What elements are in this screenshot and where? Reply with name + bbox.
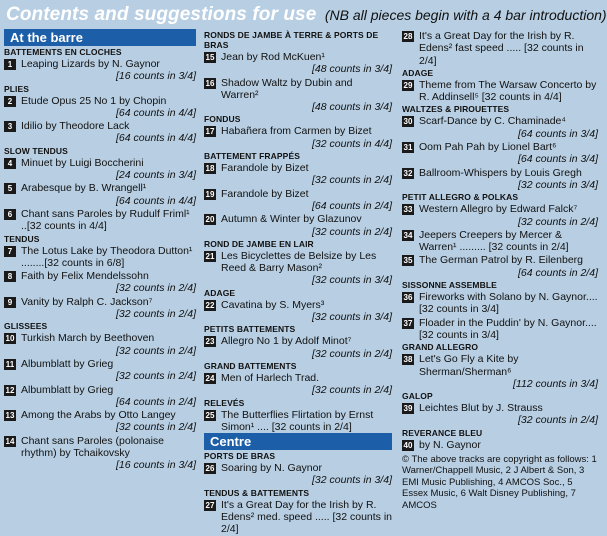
- section-banner: At the barre: [4, 29, 196, 46]
- track-item: [204, 51, 392, 76]
- track-title: Allegro No 1 by Adolf Minot⁷: [221, 335, 352, 348]
- track-title: Albumblatt by Grieg: [21, 357, 114, 370]
- track-item: [402, 439, 598, 451]
- track-number: 30: [403, 117, 413, 127]
- track-item: [4, 270, 196, 295]
- track-number: 20: [205, 215, 215, 225]
- track-number: 19: [205, 189, 215, 199]
- track-counts: [64 counts in 2/4]: [116, 395, 196, 408]
- category-heading: PETITS BATTEMENTS: [204, 324, 296, 335]
- track-number: 22: [205, 300, 215, 310]
- track-title: Faith by Felix Mendelssohn: [21, 270, 149, 283]
- category-heading: PLIES: [4, 83, 30, 94]
- track-number: 13: [5, 411, 15, 421]
- track-title: Farandole by Bizet: [221, 162, 309, 175]
- track-item: [402, 317, 598, 342]
- track-number: 10: [5, 334, 15, 344]
- track-counts: [32 counts in 2/4]: [312, 384, 392, 397]
- track-title: Leichtes Blut by J. Strauss: [419, 402, 543, 415]
- category-heading: GRAND ALLEGRO: [402, 342, 479, 353]
- track-counts: [64 counts in 4/4]: [116, 194, 196, 207]
- track-title: Men of Harlech Trad.: [221, 371, 320, 384]
- track-title: Jean by Rod McKuen¹: [221, 51, 325, 63]
- track-counts: [16 counts in 3/4]: [116, 459, 196, 472]
- track-number: 26: [205, 464, 215, 474]
- track-number: 33: [403, 205, 413, 215]
- track-number: 14: [5, 436, 15, 446]
- track-item: [4, 58, 196, 83]
- track-item: [4, 157, 196, 182]
- column-left: [4, 29, 196, 472]
- track-title: The Butterflies Flirtation by Ernst Simon¹ .... [32 counts in 2/4]: [221, 408, 374, 433]
- track-title: The German Patrol by R. Eilenberg: [419, 254, 583, 267]
- track-counts: [112 counts in 3/4]: [512, 377, 598, 390]
- intro-note: (NB all pieces begin with a 4 bar introduction): [324, 7, 607, 23]
- track-counts: [32 counts in 2/4]: [116, 282, 196, 295]
- track-counts: [48 counts in 3/4]: [312, 101, 392, 114]
- track-counts: [32 counts in 2/4]: [518, 215, 598, 228]
- category-heading: GLISSEES: [4, 321, 48, 332]
- track-number: 27: [205, 500, 215, 510]
- track-title: Habañera from Carmen by Bizet: [221, 125, 372, 138]
- track-title: Arabesque by B. Wrangell¹: [21, 182, 147, 195]
- track-item: [4, 409, 196, 434]
- track-number: 2: [4, 96, 16, 107]
- track-counts: [32 counts in 2/4]: [312, 174, 392, 187]
- track-item: [4, 384, 196, 409]
- track-number: 31: [403, 143, 413, 153]
- track-title: Turkish March by Beethoven: [21, 332, 155, 345]
- track-item: [4, 182, 196, 207]
- track-number: 28: [403, 32, 413, 41]
- page-title: Contents and suggestions for use: [6, 4, 317, 25]
- track-number: 23: [205, 337, 215, 347]
- track-title: Let's Go Fly a Kite by Sherman/Sherman⁶: [419, 353, 519, 378]
- track-number: 38: [403, 355, 413, 365]
- track-number: 36: [403, 293, 413, 303]
- track-number: 9: [4, 297, 16, 308]
- category-heading: RELEVÉS: [204, 397, 245, 408]
- track-number: 32: [403, 168, 413, 178]
- track-item: [204, 162, 392, 187]
- track-title: It's a Great Day for the Irish by R. Edens² med. speed ..... [32 counts in 2/4]: [221, 498, 393, 536]
- track-title: Cavatina by S. Myers³: [221, 298, 325, 311]
- category-heading: REVERANCE BLEU: [402, 427, 483, 438]
- track-title: Chant sans Paroles by Rudulf Friml¹ ..[32 counts in 4/4]: [21, 207, 190, 233]
- track-title: Ballroom-Whispers by Louis Gregh: [419, 166, 582, 179]
- track-counts: [16 counts in 3/4]: [116, 70, 196, 83]
- category-heading: TENDUS: [4, 233, 40, 244]
- track-number: 3: [4, 121, 16, 132]
- category-heading: TENDUS & BATTEMENTS: [204, 487, 310, 498]
- category-heading: FONDUS: [204, 114, 241, 125]
- track-counts: [32 counts in 4/4]: [312, 137, 392, 150]
- track-item: [402, 203, 598, 228]
- track-title: The Lotus Lake by Theodora Dutton¹ ........[32 counts in 6/8]: [21, 244, 193, 269]
- track-counts: [64 counts in 4/4]: [116, 132, 196, 145]
- category-heading: WALTZES & PIROUETTES: [402, 104, 510, 115]
- track-title: Fireworks with Solano by N. Gaynor....[32 counts in 3/4]: [419, 291, 598, 316]
- track-item: [204, 299, 392, 324]
- track-title: Vanity by Ralph C. Jackson⁷: [21, 295, 153, 308]
- track-item: [402, 229, 598, 254]
- track-title: It's a Great Day for the Irish by R. Edens² fast speed ..... [32 counts in 2/4]: [419, 30, 584, 67]
- track-number: 21: [205, 251, 215, 261]
- track-number: 25: [205, 410, 215, 420]
- track-counts: [32 counts in 3/4]: [312, 311, 392, 324]
- track-item: [402, 353, 598, 390]
- track-number: 24: [205, 373, 215, 383]
- section-banner: Centre: [204, 433, 392, 450]
- track-number: 16: [205, 78, 215, 88]
- category-heading: ROND DE JAMBE EN LAIR: [204, 238, 314, 249]
- track-title: Shadow Waltz by Dubin and Warren²: [221, 76, 353, 101]
- track-item: [4, 95, 196, 120]
- track-item: [204, 462, 392, 487]
- track-counts: [32 counts in 2/4]: [116, 344, 196, 357]
- track-item: [204, 125, 392, 150]
- track-counts: [32 counts in 2/4]: [116, 308, 196, 321]
- track-number: 35: [403, 256, 413, 266]
- track-title: by N. Gaynor: [419, 438, 481, 451]
- track-title: Western Allegro by Edward Falck⁷: [419, 203, 578, 216]
- track-title: Chant sans Paroles (polonaise rhythm) by Tchaikovsky: [21, 434, 165, 460]
- track-item: [402, 79, 598, 104]
- track-counts: [32 counts in 2/4]: [312, 225, 392, 238]
- track-number: 39: [403, 404, 413, 414]
- track-number: 11: [5, 359, 15, 369]
- track-number: 7: [4, 246, 16, 257]
- category-heading: GRAND BATTEMENTS: [204, 360, 297, 371]
- copyright-note: © The above tracks are copyright as follows: 1 Warner/Chappell Music, 2 J Albert & Son, 3 EMI Music Publishing, 4 AMCOS Soc., 5 Essex Music, 6 Walt Disney Publishing, 7 AMCOS: [402, 454, 597, 511]
- track-title: Floader in the Puddin' by N. Gaynor....[32 counts in 3/4]: [419, 316, 597, 341]
- category-heading: BATTEMENTS EN CLOCHES: [4, 47, 122, 57]
- column-right: [402, 29, 598, 511]
- track-counts: [48 counts in 3/4]: [312, 63, 392, 76]
- track-counts: [64 counts in 2/4]: [518, 266, 598, 279]
- category-heading: SLOW TENDUS: [4, 145, 68, 156]
- track-item: [4, 358, 196, 383]
- category-heading: BATTEMENT FRAPPÉS: [204, 151, 300, 162]
- track-counts: [64 counts in 3/4]: [518, 127, 598, 140]
- category-heading: ADAGE: [204, 287, 236, 298]
- track-counts: [64 counts in 2/4]: [312, 199, 392, 212]
- track-item: [204, 409, 392, 434]
- column-middle: [204, 29, 392, 536]
- track-item: [4, 296, 196, 321]
- track-counts: [32 counts in 3/4]: [518, 178, 598, 191]
- track-counts: [32 counts in 2/4]: [116, 370, 196, 383]
- track-title: Soaring by N. Gaynor: [221, 462, 322, 475]
- track-number: 12: [5, 385, 15, 395]
- category-heading: ADAGE: [402, 67, 434, 78]
- track-counts: [24 counts in 3/4]: [116, 169, 196, 182]
- track-number: 37: [403, 318, 413, 328]
- track-counts: [32 counts in 2/4]: [518, 414, 598, 427]
- track-item: [4, 435, 196, 472]
- track-number: 4: [4, 158, 16, 169]
- track-counts: [64 counts in 3/4]: [518, 153, 598, 166]
- track-title: Farandole by Bizet: [221, 187, 309, 200]
- track-counts: [64 counts in 4/4]: [116, 106, 196, 119]
- track-counts: [32 counts in 2/4]: [312, 347, 392, 360]
- track-item: [4, 332, 196, 357]
- track-item: [204, 499, 392, 536]
- track-counts: [32 counts in 2/4]: [116, 421, 196, 434]
- track-item: [402, 30, 598, 67]
- track-number: 5: [4, 183, 16, 194]
- track-item: [402, 402, 598, 427]
- track-title: Minuet by Luigi Boccherini: [21, 156, 144, 169]
- track-item: [402, 291, 598, 316]
- category-heading: RONDS DE JAMBE À TERRE & PORTS DE BRAS: [204, 30, 379, 50]
- track-title: Theme from The Warsaw Concerto by R. Addinsell⁵ [32 counts in 4/4]: [419, 78, 597, 104]
- track-title: Idilio by Theodore Lack: [21, 120, 130, 133]
- category-heading: PORTS DE BRAS: [204, 451, 276, 462]
- track-item: [204, 335, 392, 360]
- track-counts: [32 counts in 3/4]: [312, 274, 392, 287]
- track-title: Les Bicyclettes de Belsize by Les Reed & Barry Mason²: [221, 249, 377, 275]
- track-number: 8: [4, 271, 16, 282]
- track-number: 17: [205, 127, 215, 137]
- category-heading: PETIT ALLEGRO & POLKAS: [402, 192, 519, 203]
- track-item: [4, 208, 196, 233]
- track-item: [402, 254, 598, 279]
- header: [6, 4, 607, 26]
- category-heading: SISSONNE ASSEMBLE: [402, 280, 497, 291]
- track-item: [204, 250, 392, 287]
- track-title: Leaping Lizards by N. Gaynor: [21, 58, 160, 70]
- track-item: [402, 115, 598, 140]
- track-item: [204, 372, 392, 397]
- track-number: 1: [4, 59, 16, 70]
- track-title: Jeepers Creepers by Mercer & Warren¹ ......... [32 counts in 2/4]: [419, 228, 569, 254]
- track-title: Etude Opus 25 No 1 by Chopin: [21, 94, 167, 107]
- track-number: 29: [403, 80, 413, 90]
- track-counts: [32 counts in 3/4]: [312, 474, 392, 487]
- track-number: 34: [403, 230, 413, 240]
- track-title: Oom Pah Pah by Lionel Bart⁶: [419, 141, 557, 154]
- category-heading: GALOP: [402, 391, 433, 402]
- track-title: Scarf-Dance by C. Chaminade⁴: [419, 115, 566, 128]
- track-number: 6: [4, 209, 16, 220]
- track-title: Autumn & Winter by Glazunov: [221, 213, 362, 226]
- track-item: [4, 120, 196, 145]
- track-title: Albumblatt by Grieg: [21, 383, 114, 396]
- track-title: Among the Arabs by Otto Langey: [21, 409, 176, 422]
- track-number: 40: [403, 440, 413, 450]
- track-item: [402, 167, 598, 192]
- track-item: [204, 188, 392, 213]
- track-item: [204, 77, 392, 114]
- track-item: [4, 245, 196, 270]
- track-number: 15: [205, 53, 215, 62]
- track-item: [204, 213, 392, 238]
- track-item: [402, 141, 598, 166]
- track-number: 18: [205, 164, 215, 174]
